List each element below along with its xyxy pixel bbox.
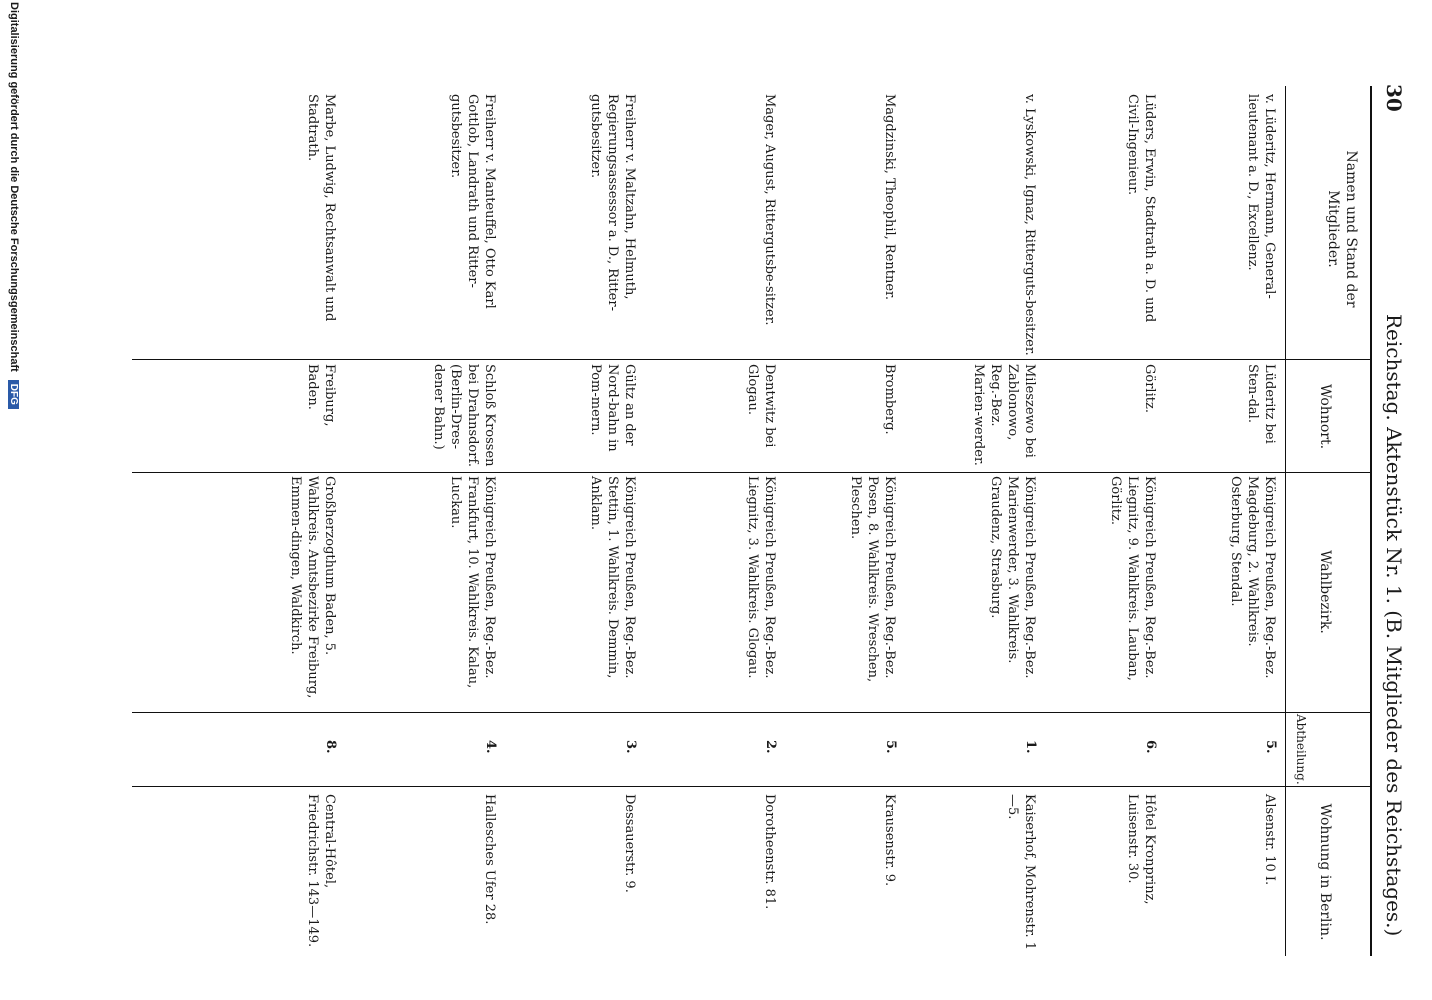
member-wohnort: Freiburg, Baden. xyxy=(305,364,337,427)
member-berlin: Dorotheenstr. 81. xyxy=(762,794,777,910)
member-name: Lüders, Erwin, Stadtrath a. D. und Civil-Ingenieur. xyxy=(1125,94,1157,323)
member-berlin: Krausenstr. 9. xyxy=(882,794,897,887)
document-page xyxy=(110,64,1410,964)
member-wahlbezirk: Königreich Preußen, Reg.-Bez. Marienwerder, 3. Wahlkreis. Graudenz, Strasburg. xyxy=(988,476,1037,679)
member-berlin: Hôtel Kronprinz, Luisenstr. 30. xyxy=(1125,794,1157,905)
member-wohnort: Görlitz. xyxy=(1142,364,1157,413)
member-berlin: Alsenstr. 10 I. xyxy=(1262,794,1277,886)
header-abtheilung: Abtheilung. xyxy=(1294,714,1308,785)
page-header xyxy=(1376,84,1406,964)
member-berlin: Hallesches Ufer 28. xyxy=(482,794,497,925)
member-wahlbezirk: Königreich Preußen, Reg.-Bez. Posen, 8. Wahlkreis. Wreschen, Pleschen. xyxy=(848,476,897,683)
dfg-logo: DFG xyxy=(8,380,19,409)
header-wohnort: Wohnort. xyxy=(1317,383,1333,450)
member-abtheilung: 1. xyxy=(1023,740,1038,754)
member-abtheilung: 2. xyxy=(763,740,778,754)
member-wohnort: Gültz an der Nord-bahn in Pom-mern. xyxy=(588,364,637,452)
member-name: Magdzinski, Theophil, Rentner. xyxy=(882,94,897,300)
header-berlin: Wohnung in Berlin. xyxy=(1317,803,1333,941)
member-wohnort: Mileszewo bei Zablonowo, Reg.-Bez. Marien-werder. xyxy=(971,364,1037,466)
member-wahlbezirk: Königreich Preußen, Reg.-Bez. Frankfurt, 10. Wahlkreis. Kalau, Luckau. xyxy=(448,476,497,689)
table-top-rule xyxy=(1370,86,1372,956)
member-abtheilung: 5. xyxy=(883,740,898,754)
member-name: v. Lüderitz, Hermann, General-lieutenant a. D., Excellenz. xyxy=(1245,94,1277,299)
member-wahlbezirk: Königreich Preußen, Reg.-Bez. Stettin, 1. Wahlkreis. Demmin, Anklam. xyxy=(588,476,637,679)
member-name: Marbe, Ludwig, Rechtsanwalt und Stadtrath. xyxy=(305,94,337,322)
member-abtheilung: 6. xyxy=(1143,740,1158,754)
member-wohnort: Dentwitz bei Glogau. xyxy=(745,364,777,448)
member-wahlbezirk: Königreich Preußen, Reg.-Bez. Liegnitz, 9. Wahlkreis. Lauban, Görlitz. xyxy=(1108,476,1157,681)
member-name: Freiherr v. Maltzahn, Helmuth, Regierungsassessor a. D., Ritter-gutsbesitzer. xyxy=(588,94,637,311)
member-abtheilung: 3. xyxy=(623,740,638,754)
page-number: 30 xyxy=(1382,84,1406,112)
member-name: Freiherr v. Manteuffel, Otto Karl Gottlob, Landrath und Ritter-gutsbesitzer. xyxy=(448,94,497,309)
member-berlin: Kaiserhof, Mohrenstr. 1—5. xyxy=(1005,794,1037,951)
digitization-caption: Digitalisierung gefördert durch die Deutsche ForschungsgemeinschaftDFG xyxy=(0,2,20,962)
member-wohnort: Bromberg. xyxy=(882,364,897,435)
page-title: Reichstag. Aktenstück Nr. 1. (B. Mitglieder des Reichstages.) xyxy=(1382,314,1406,937)
header-wahlbezirk: Wahlbezirk. xyxy=(1317,550,1333,634)
member-berlin: Central-Hôtel, Friedrichstr. 143—149. xyxy=(305,794,337,948)
member-name: v. Lyskowski, Ignaz, Ritterguts-besitzer. xyxy=(1022,94,1037,356)
header-name: Namen und Stand der Mitglieder. xyxy=(1325,150,1359,308)
member-berlin: Dessauerstr. 9. xyxy=(622,794,637,893)
member-abtheilung: 4. xyxy=(483,740,498,754)
header-rule xyxy=(1285,86,1286,956)
member-wohnort: Lüderitz bei Sten-dal. xyxy=(1245,364,1277,444)
column-divider xyxy=(132,786,1372,787)
member-wahlbezirk: Großherzogthum Baden, 5. Wahlkreis. Amtsbezirke Freiburg, Emmen-dingen, Waldkirch. xyxy=(288,476,337,699)
member-name: Mager, August, Rittergutsbe-sitzer. xyxy=(762,94,777,326)
member-wohnort: Schloß Krossen bei Drahnsdorf. (Berlin-Dres-dener Bahn.) xyxy=(431,364,497,467)
member-wahlbezirk: Königreich Preußen, Reg.-Bez. Magdeburg, 2. Wahlkreis. Osterburg, Stendal. xyxy=(1228,476,1277,679)
column-divider xyxy=(132,712,1372,713)
column-divider xyxy=(132,359,1372,360)
column-divider xyxy=(132,472,1372,473)
member-abtheilung: 8. xyxy=(323,740,338,754)
member-abtheilung: 5. xyxy=(1263,740,1278,754)
scan-margin xyxy=(0,0,22,1000)
member-wahlbezirk: Königreich Preußen, Reg.-Bez. Liegnitz, 3. Wahlkreis. Glogau. xyxy=(745,476,777,679)
